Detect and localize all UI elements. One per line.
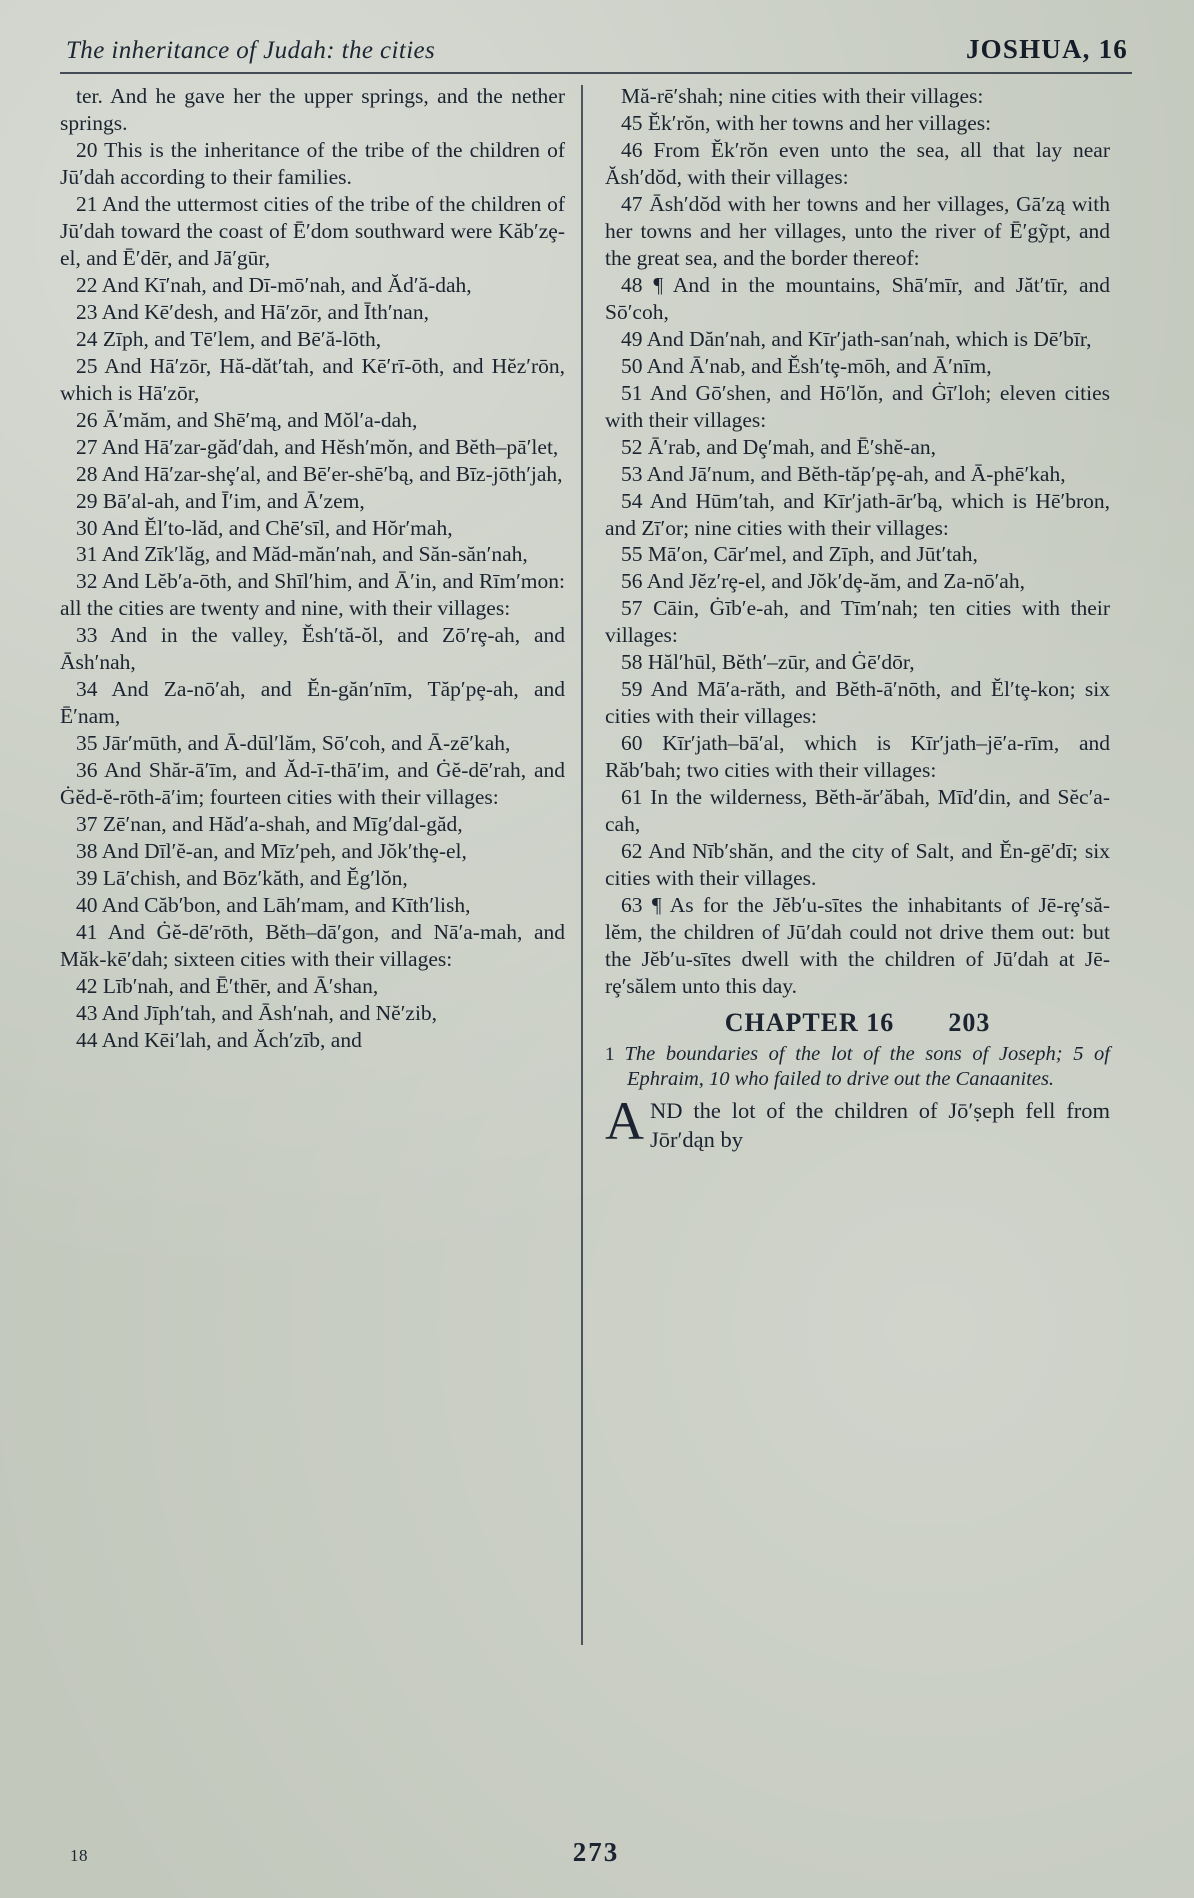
- verse-paragraph: 53 And Jā′num, and Bĕth-tăp′pȩ-ah, and Ā-phē′kah,: [621, 461, 1066, 486]
- verse-paragraph: 37 Zē′nan, and Hăd′a-shah, and Mīg′dal-găd,: [76, 812, 463, 837]
- column-right: [581, 83, 1110, 1773]
- argument-number: 1: [605, 1043, 615, 1065]
- verse-paragraph: 43 And Jīph′tah, and Āsh′nah, and Nĕ′zib,: [76, 1000, 438, 1025]
- verse-paragraph: 56 And Jĕz′rȩ-el, and Jŏk′dȩ-ăm, and Za-nō′ah,: [621, 569, 1025, 594]
- verse-paragraph: 28 And Hā′zar-shȩ′al, and Bē′er-shē′bą, and Bīz-jōth′jah,: [76, 461, 563, 486]
- verse-paragraph: 45 Ĕk′rŏn, with her towns and her villages:: [621, 110, 992, 135]
- verse-paragraph: 24 Zīph, and Tē′lem, and Bē′ă-lōth,: [76, 326, 382, 351]
- verse-paragraph: 41 And Ġĕ-dē′rōth, Bĕth–dā′gon, and Nā′a-mah, and Măk-kē′dah; sixteen cities with their villages:: [60, 920, 565, 971]
- column-divider: [581, 85, 583, 1645]
- running-head-right: JOSHUA, 16: [965, 34, 1128, 64]
- verse-paragraph: 22 And Kī′nah, and Dī-mō′nah, and Ăd′ă-dah,: [76, 272, 472, 297]
- page-sheet: [60, 34, 1132, 1874]
- verse-paragraph: 46 From Ĕk′rŏn even unto the sea, all that lay near Ăsh′dŏd, with their villages:: [605, 137, 1110, 189]
- verse-paragraph: 50 And Ā′nab, and Ĕsh′tȩ-mōh, and Ā′nīm,: [621, 353, 992, 378]
- chapter-opening-paragraph: [605, 1091, 1110, 1154]
- verse-paragraph: 34 And Za-nō′ah, and Ĕn-găn′nīm, Tăp′pȩ-ah, and Ē′nam,: [60, 677, 565, 729]
- verse-paragraph: 25 And Hā′zōr, Hă-dăt′tah, and Kē′rī-ōth, and Hĕz′rōn, which is Hā′zōr,: [60, 353, 565, 405]
- drop-cap: A: [605, 1091, 644, 1152]
- verse-paragraph: 33 And in the valley, Ĕsh′tă-ŏl, and Zō′rȩ-ah, and Āsh′nah,: [60, 623, 565, 675]
- verse-paragraph: 40 And Căb′bon, and Lāh′mam, and Kīth′lish,: [76, 893, 471, 918]
- chapter-heading: CHAPTER 16: [724, 1007, 895, 1037]
- verse-paragraph: 58 Hăl′hūl, Bĕth′–zūr, and Ġē′dōr,: [621, 650, 915, 675]
- header-rule: [60, 72, 1132, 74]
- chapter-page-number: 203: [948, 1007, 991, 1037]
- verse-paragraph: 23 And Kē′desh, and Hā′zōr, and Īth′nan,: [76, 299, 429, 324]
- verse-paragraph: 54 And Hūm′tah, and Kīr′jath-ār′bą, which is Hē′bron, and Zī′or; nine cities with their villages:: [605, 488, 1110, 540]
- verse-paragraph: 52 Ā′rab, and Dȩ′mah, and Ē′shĕ-an,: [621, 434, 937, 459]
- verse-paragraph: 21 And the uttermost cities of the tribe of the children of Jū′dah toward the coast of Ē′dom southward were Kăb′zȩ-el, and Ē′dēr, and Jā′gūr,: [60, 191, 565, 270]
- page-folio-number: 273: [572, 1837, 620, 1867]
- verse-paragraph: 29 Bā′al-ah, and Ī′im, and Ā′zem,: [76, 488, 365, 513]
- argument-text: The boundaries of the lot of the sons of Joseph; 5 of Ephraim, 10 who failed to drive out the Canaanites.: [624, 1042, 1110, 1090]
- verse-paragraph: 26 Ā′măm, and Shē′mą, and Mŏl′a-dah,: [76, 407, 418, 432]
- verse-paragraph: 20 This is the inheritance of the tribe of the children of Jū′dah according to their families.: [60, 137, 565, 189]
- verse-paragraph: 38 And Dīl′ĕ-an, and Mīz′peh, and Jŏk′thȩ-el,: [76, 839, 467, 864]
- verse-paragraph: 35 Jār′mūth, and Ā-dūl′lăm, Sō′coh, and Ā-zē′kah,: [76, 731, 511, 756]
- text-columns: [60, 83, 1132, 1773]
- verse-paragraph: 27 And Hā′zar-găd′dah, and Hĕsh′mŏn, and Bĕth–pā′let,: [76, 434, 559, 459]
- verse-paragraph: 60 Kīr′jath–bā′al, which is Kīr′jath–jē′a-rīm, and Răb′bah; two cities with their villages:: [605, 731, 1110, 783]
- verse-paragraph: 32 And Lĕb′a-ōth, and Shīl′him, and Ā′in, and Rīm′mon: all the cities are twenty and nine, with their villages:: [60, 569, 565, 621]
- verse-paragraph: 62 And Nīb′shăn, and the city of Salt, and Ĕn-gē′dī; six cities with their villages.: [605, 839, 1110, 891]
- verse-paragraph: 47 Āsh′dŏd with her towns and her villages, Gā′zą with her towns and her villages, unto the river of Ē′gỹpt, and the great sea, and the border thereof:: [605, 191, 1110, 270]
- verse-paragraph: ter. And he gave her the upper springs, and the nether springs.: [60, 84, 565, 135]
- verse-paragraph: 30 And Ĕl′to-lăd, and Chē′sīl, and Hŏr′mah,: [76, 515, 453, 540]
- verse-paragraph: 44 And Kēi′lah, and Ăch′zīb, and: [76, 1027, 362, 1052]
- verse-paragraph: 36 And Shăr-ā′īm, and Ăd-ī-thā′im, and Ġĕ-dē′rah, and Ġĕd-ĕ-rōth-ā′im; fourteen cities with their villages:: [60, 758, 565, 810]
- verse-paragraph: Mă-rē′shah; nine cities with their villages:: [621, 84, 984, 108]
- verse-paragraph: 59 And Mā′a-răth, and Bĕth-ā′nōth, and Ĕl′tȩ-kon; six cities with their villages:: [605, 677, 1110, 729]
- page-footer: [60, 1838, 1132, 1868]
- chapter-argument: [605, 1042, 1110, 1092]
- verse-paragraph: 57 Cāin, Ġīb′e-ah, and Tīm′nah; ten cities with their villages:: [605, 596, 1110, 648]
- verse-paragraph: 49 And Dăn′nah, and Kīr′jath-san′nah, which is Dē′bīr,: [621, 326, 1092, 351]
- column-left: [60, 83, 581, 1773]
- verse-paragraph: 31 And Zīk′lăg, and Măd-măn′nah, and Săn-săn′nah,: [76, 542, 528, 567]
- opening-line-text: ND the lot of the children of Jō′ṣeph fell from Jōr′dąn by: [650, 1098, 1110, 1152]
- chapter-heading-line: [605, 1007, 1110, 1040]
- verse-paragraph: 55 Mā′on, Cār′mel, and Zīph, and Jūt′tah,: [621, 542, 978, 567]
- running-head: [60, 34, 1132, 65]
- running-head-left: The inheritance of Judah: the cities: [66, 37, 436, 64]
- signature-mark: 18: [70, 1846, 88, 1865]
- verse-paragraph: 48 ¶ And in the mountains, Shā′mīr, and Jăt′tīr, and Sō′coh,: [605, 272, 1110, 324]
- verse-paragraph: 61 In the wilderness, Bĕth-ăr′ăbah, Mīd′din, and Sĕc′a-cah,: [605, 785, 1110, 837]
- verse-paragraph: 42 Līb′nah, and Ē′thēr, and Ā′shan,: [76, 973, 379, 998]
- verse-paragraph: 51 And Gō′shen, and Hō′lŏn, and Ġī′loh; eleven cities with their villages:: [605, 380, 1110, 432]
- verse-paragraph: 39 Lā′chish, and Bōz′kăth, and Ĕg′lŏn,: [76, 866, 408, 891]
- verse-paragraph: 63 ¶ As for the Jĕb′u-sītes the inhabitants of Jē-rȩ′să-lĕm, the children of Jū′dah could not drive them out: but the Jĕb′u-sītes dwell with the children of Jū′dah at Jē-rȩ′sălem unto this day.: [605, 893, 1110, 998]
